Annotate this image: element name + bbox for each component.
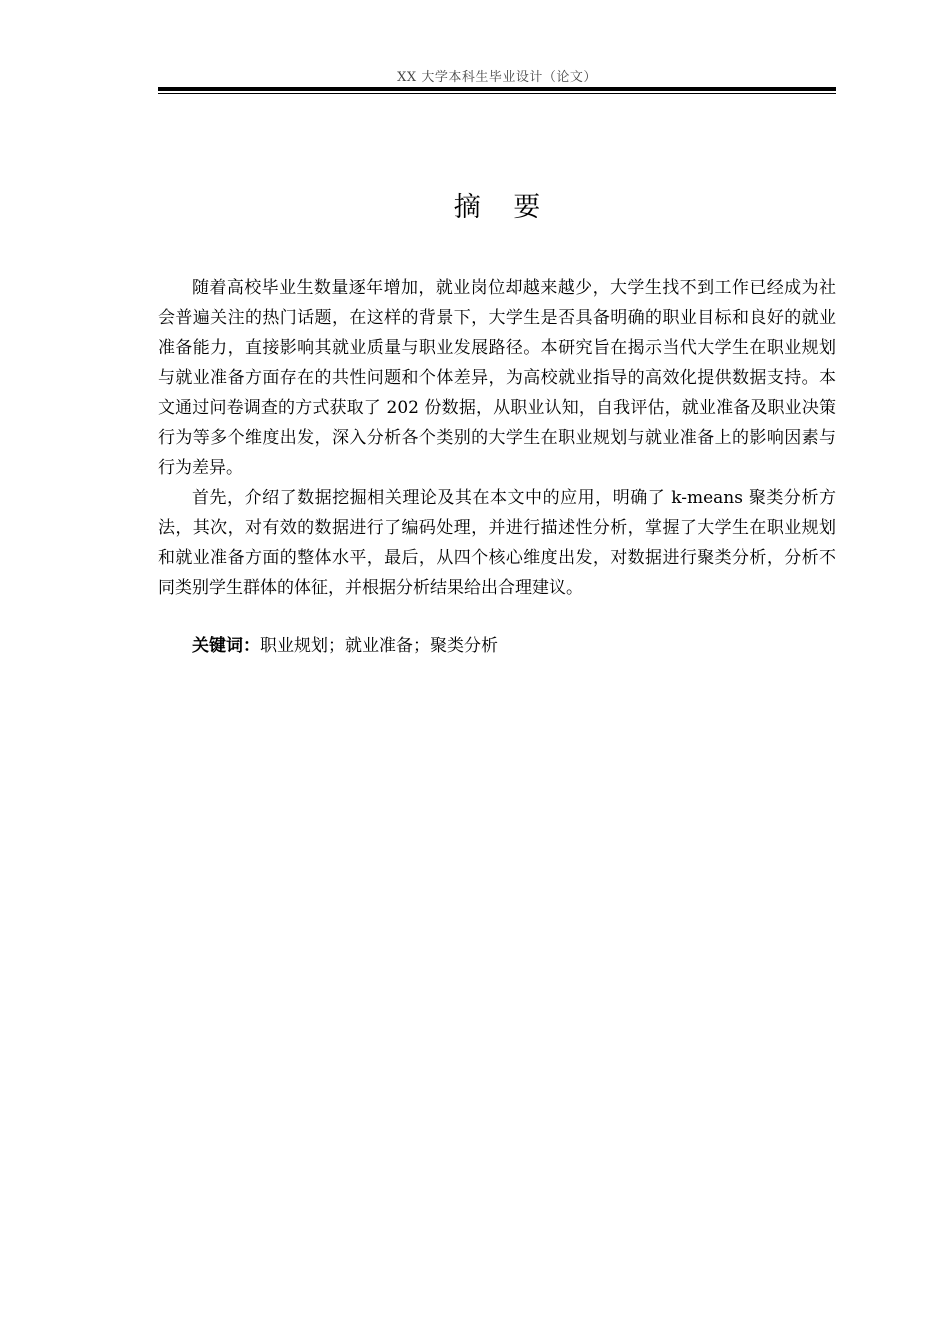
header-rule-thick (158, 87, 836, 91)
abstract-title: 摘 要 (453, 192, 553, 223)
keywords-label: 关键词： (192, 636, 260, 656)
abstract-body (158, 273, 836, 603)
keywords-line (158, 631, 836, 661)
header-rule-thin (158, 93, 836, 94)
abstract-paragraph: 首先，介绍了数据挖掘相关理论及其在本文中的应用，明确了 k-means 聚类分析方法，其次，对有效的数据进行了编码处理，并进行描述性分析，掌握了大学生在职业规划和就业准备方面的整体水平，最后，从四个核心维度出发，对数据进行聚类分析，分析不同类别学生群体的体征，并根据分析结果给出合理建议。 (158, 488, 836, 598)
keywords-value: 职业规划；就业准备；聚类分析 (260, 636, 498, 656)
abstract-paragraph: 随着高校毕业生数量逐年增加，就业岗位却越来越少，大学生找不到工作已经成为社会普遍关注的热门话题，在这样的背景下，大学生是否具备明确的职业目标和良好的就业准备能力，直接影响其就业质量与职业发展路径。本研究旨在揭示当代大学生在职业规划与就业准备方面存在的共性问题和个体差异，为高校就业指导的高效化提供数据支持。本文通过问卷调查的方式获取了 202 份数据，从职业认知，自我评估，就业准备及职业决策行为等多个维度出发，深入分析各个类别的大学生在职业规划与就业准备上的影响因素与行为差异。 (158, 278, 836, 478)
running-header: XX 大学本科生毕业设计（论文） (397, 70, 597, 85)
